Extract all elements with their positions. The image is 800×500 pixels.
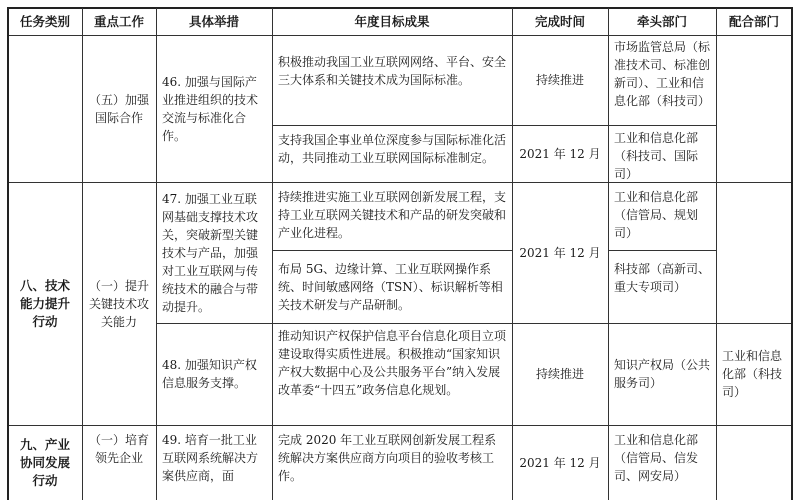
rule-r2-48 (156, 323, 792, 324)
goal-international-standards: 积极推动我国工业互联网网络、平台、安全三大体系和关键技术成为国际标准。 (278, 55, 507, 87)
rule-col6 (716, 8, 717, 500)
goal-5g-edge: 布局 5G、边缘计算、工业互联网操作系统、时间敏感网络（TSN）、标识解析等相关技术研发与产品研制。 (278, 262, 503, 312)
measure-47: 47. 加强工业互联网基础支撑技术攻关，突破新型关键技术与产品，加强对工业互联网与传统技术的融合与带动提升。 (162, 191, 259, 314)
lead-47b: 科技部（高新司、重大专项司） (614, 262, 711, 294)
rule-r2-split-goal (272, 250, 512, 251)
header-measures: 具体举措 (188, 13, 239, 29)
rule-r1-split (272, 125, 716, 126)
lead-48: 知识产权局（公共服务司） (614, 358, 711, 390)
rule-r1-end (8, 182, 792, 183)
lead-49: 工业和信息化部（信管局、信发司、网安局） (614, 433, 699, 483)
rule-col2 (156, 8, 157, 500)
rule-col4 (512, 8, 513, 500)
rule-r2-split-lead (608, 250, 716, 251)
time-47: 2021 年 12 月 (519, 245, 601, 260)
rule-col3 (272, 8, 273, 500)
focus-international-cooperation: （五）加强国际合作 (88, 92, 149, 125)
measure-49: 49. 培育一批工业互联网系统解决方案供应商，面 (162, 433, 259, 483)
time-48: 持续推进 (535, 367, 584, 381)
category-tech-capability: 八、技术能力提升行动 (19, 277, 70, 329)
header-goals: 年度目标成果 (354, 13, 430, 29)
goal-standard-participation: 支持我国企事业单位深度参与国际标准化活动，共同推动工业互联网国际标准制定。 (278, 133, 507, 165)
rule-r2-end (8, 425, 792, 426)
lead-46b: 工业和信息化部（科技司、国际司） (614, 131, 699, 181)
rule-right (791, 7, 793, 500)
rule-header (8, 35, 792, 36)
rule-col5 (608, 8, 609, 500)
lead-47a: 工业和信息化部（信管局、规划司） (614, 190, 699, 240)
time-46b: 2021 年 12 月 (519, 147, 601, 161)
measure-48: 48. 加强知识产权信息服务支撑。 (162, 358, 257, 390)
rule-top (8, 7, 792, 9)
coop-48: 工业和信息化部（科技司） (722, 349, 783, 399)
measure-46: 46. 加强与国际产业推进组织的技术交流与标准化合作。 (162, 74, 259, 143)
header-focus: 重点工作 (93, 13, 144, 29)
goal-innovation-project: 持续推进实施工业互联网创新发展工程，支持工业互联网关键技术和产品的研发突破和产业化进程。 (278, 190, 507, 240)
category-industry-collab: 九、产业协同发展行动 (19, 436, 70, 488)
lead-46a: 市场监管总局（标准技术司、标准创新司）、工业和信息化部（科技司） (614, 40, 711, 108)
goal-ip-platform: 推动知识产权保护信息平台信息化项目立项建设取得实质性进展。积极推动“国家知识产权大数据中心及公共服务平台”纳入发展改革委“十四五”政务信息化规划。 (278, 329, 507, 397)
rule-left (7, 7, 9, 500)
goal-2020-acceptance: 完成 2020 年工业互联网创新发展工程系统解决方案供应商方向项目的验收考核工作。 (278, 433, 497, 483)
focus-leading-enterprises: （一）培育领先企业 (88, 433, 149, 465)
rule-col1 (82, 8, 83, 500)
header-lead: 牵头部门 (636, 13, 687, 29)
header-time: 完成时间 (534, 13, 585, 29)
header-coop: 配合部门 (728, 13, 779, 29)
header-category: 任务类别 (19, 13, 70, 29)
focus-key-tech: （一）提升关键技术攻关能力 (88, 278, 149, 329)
time-49: 2021 年 12 月 (519, 455, 601, 470)
time-46a: 持续推进 (535, 73, 584, 87)
